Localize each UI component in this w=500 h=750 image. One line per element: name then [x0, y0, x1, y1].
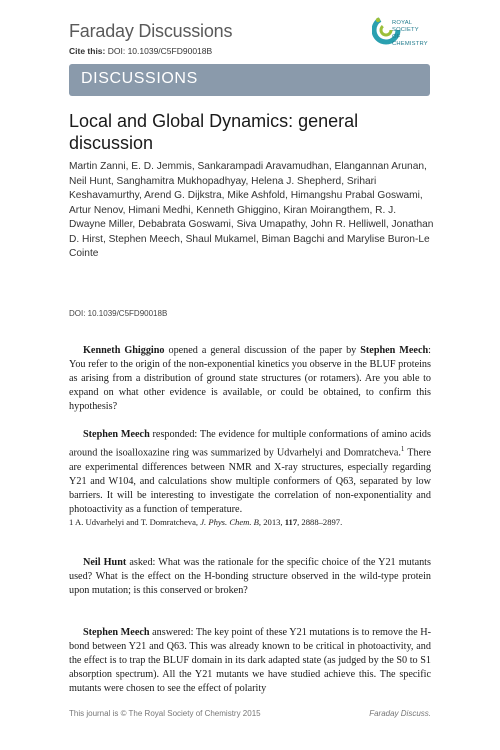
rsc-logo-text: ROYAL SOCIETY OF CHEMISTRY — [392, 20, 428, 47]
speaker-name: Stephen Meech — [360, 345, 429, 356]
banner-label: DISCUSSIONS — [81, 70, 198, 87]
rsc-logo — [372, 12, 432, 56]
speaker-name: Stephen Meech — [83, 429, 150, 440]
cite-doi: DOI: 10.1039/C5FD90018B — [107, 46, 213, 56]
footer-copyright: This journal is © The Royal Society of Chemistry 2015 — [69, 709, 261, 718]
footer-journal: Faraday Discuss. — [369, 709, 431, 718]
journal-title: Faraday Discussions — [69, 21, 233, 41]
discussion-paragraph: Stephen Meech answered: The key point of these Y21 mutations is to remove the H-bond between Y21 and Q63. This was already known to be critical in photoactivity, and the effect is to trap the BLUF domain in its dark adapted state (as judged by the S0 to S1 absorption spectrum). All the Y21 mutants we have studied achieve this. The specific mutants were chosen to see the effect of polarity — [69, 627, 431, 695]
article-title: Local and Global Dynamics: general discussion — [69, 111, 359, 153]
discussion-paragraph: Neil Hunt asked: What was the rationale for the specific choice of the Y21 mutants used? What is the effect on the H-bonding structure observed in the wild-type protein upon mutation; is this conserved or broken? — [69, 557, 431, 597]
discussion-paragraph: Kenneth Ghiggino opened a general discussion of the paper by Stephen Meech: You refer to the origin of the non-exponential kinetics you observe in the BLUF proteins as arising from a distribution of ground state structures (or rotamers). Are you able to expand on what other evidence is available, or could be obtained, to confirm this hypothesis? — [69, 345, 431, 413]
reference-marker: 1 — [400, 445, 405, 454]
speaker-name: Neil Hunt — [83, 557, 127, 568]
author-list: Martin Zanni, E. D. Jemmis, Sankarampadi Aravamudhan, Elangannan Arunan, Neil Hunt, Sanghamitra Mukhopadhyay, Helena J. Shepherd, Srihari Keshavamurthy, Arend G. Dijkstra, Mike Ashfold, Himangshu Prabal Goswami, Artur Nenov, Himani Medhi, Kenneth Ghiggino, Kiran Moirangthem, R. J. Dwayne Miller, Debabrata Goswami, Siva Umapathy, John R. Helliwell, Jonathan D. Hirst, Stephen Meech, Shaul Mukamel, Biman Bagchi and Marylise Buron-Le Cointe — [69, 161, 434, 259]
cite-label: Cite this: — [69, 46, 106, 56]
reference-entry: 1 A. Udvarhelyi and T. Domratcheva, J. Phys. Chem. B, 2013, 117, 2888–2897. — [69, 517, 343, 527]
speaker-name: Stephen Meech — [83, 627, 150, 638]
discussion-paragraph: Stephen Meech responded: The evidence for multiple conformations of amino acids around the isoalloxazine ring was summarized by Udvarhelyi and Domratcheva.$^1$ There are experimental differences between NMR and X-ray structures, especially regarding Y21 and W104, and calculations show multiple conformers of Q63, separated by low barriers. It will be interesting to investigate the correlation of non-exponentiality and photoactivity as a function of temperature. — [69, 429, 431, 515]
article-doi: DOI: 10.1039/C5FD90018B — [69, 309, 168, 318]
citation-line — [69, 46, 212, 56]
speaker-name: Kenneth Ghiggino — [83, 345, 165, 356]
section-banner — [69, 64, 430, 96]
